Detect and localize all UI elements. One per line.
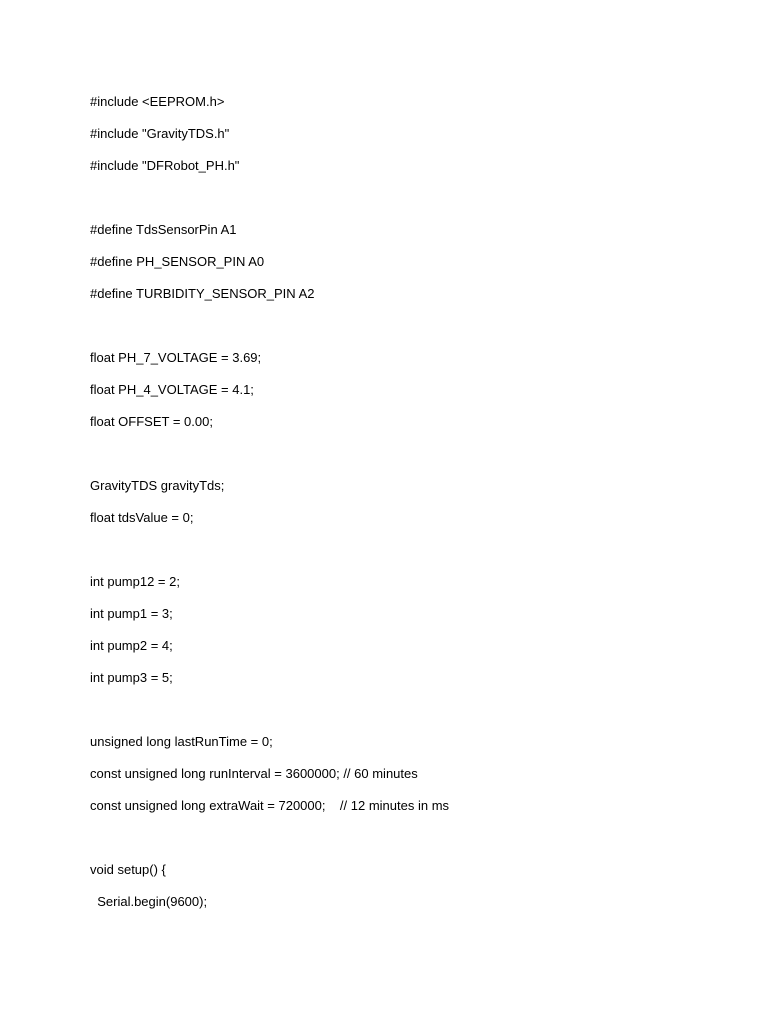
blank-line [90, 538, 730, 570]
code-line: int pump3 = 5; [90, 670, 173, 685]
code-line: const unsigned long runInterval = 3600000; // 60 minutes [90, 766, 418, 781]
blank-line [90, 826, 730, 858]
code-line: int pump12 = 2; [90, 574, 180, 589]
code-line: #include "GravityTDS.h" [90, 126, 230, 141]
blank-line [90, 314, 730, 346]
code-line: const unsigned long extraWait = 720000; // 12 minutes in ms [90, 798, 450, 813]
code-line: float PH_4_VOLTAGE = 4.1; [90, 382, 254, 397]
code-line: float OFFSET = 0.00; [90, 414, 213, 429]
code-line: #include <EEPROM.h> [90, 94, 225, 109]
blank-line [90, 186, 730, 218]
code-line: Serial.begin(9600); [90, 894, 208, 909]
code-text-block [90, 90, 730, 922]
code-line: int pump1 = 3; [90, 606, 173, 621]
code-line: #define PH_SENSOR_PIN A0 [90, 254, 265, 269]
code-line: #include "DFRobot_PH.h" [90, 158, 240, 173]
code-line: unsigned long lastRunTime = 0; [90, 734, 273, 749]
code-line: int pump2 = 4; [90, 638, 173, 653]
code-line: #define TURBIDITY_SENSOR_PIN A2 [90, 286, 315, 301]
code-line: float tdsValue = 0; [90, 510, 194, 525]
blank-line [90, 698, 730, 730]
code-line: GravityTDS gravityTds; [90, 478, 225, 493]
code-line: #define TdsSensorPin A1 [90, 222, 237, 237]
blank-line [90, 442, 730, 474]
code-line: float PH_7_VOLTAGE = 3.69; [90, 350, 262, 365]
code-line: void setup() { [90, 862, 166, 877]
